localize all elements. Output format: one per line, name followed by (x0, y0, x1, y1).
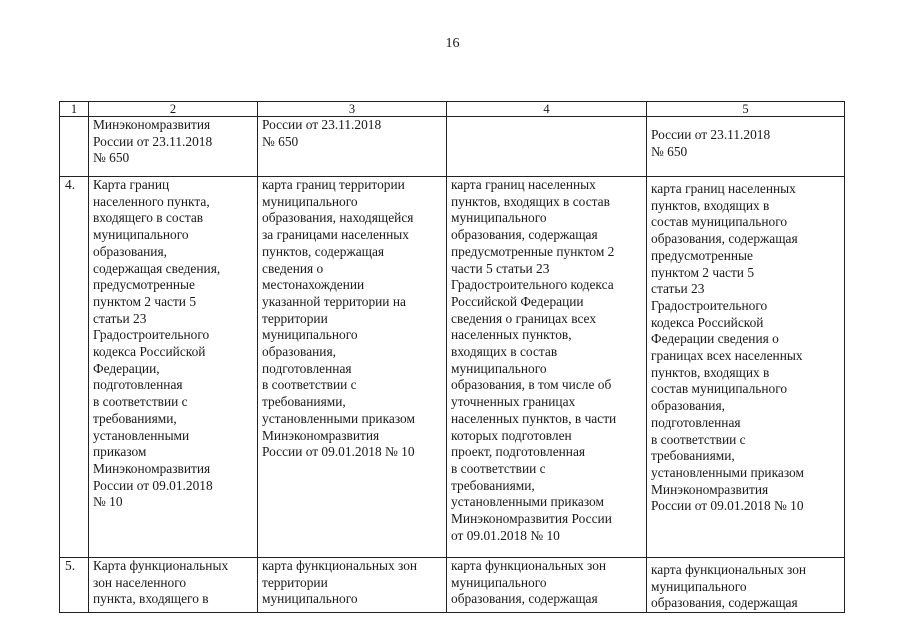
cell-text-line: проект, подготовленная (451, 444, 586, 460)
cell-text-line: Российской Федерации (451, 293, 584, 309)
table-cell (647, 177, 845, 558)
page-number: 16 (445, 36, 460, 51)
cell-text-line: территории (262, 574, 328, 590)
cell-text-line: Федерации, (93, 360, 160, 376)
cell-text-line: установленными приказом (262, 410, 415, 426)
cell-text-line: пункта, входящего в (93, 591, 209, 607)
cell-text-line: требованиями, (93, 410, 177, 426)
cell-text-line: подготовленная (93, 377, 183, 393)
cell-text-line: статьи 23 (93, 310, 147, 326)
cell-text-line: пунктов, содержащая (262, 243, 385, 259)
cell-text-line: от 09.01.2018 № 10 (451, 527, 560, 543)
table-cell (447, 558, 647, 613)
cell-text-line: Минэкономразвития России (451, 511, 612, 527)
cell-text-line: установленными (93, 427, 190, 443)
cell-text-line: уточненных границах (451, 394, 576, 410)
cell-text-line: в соответствии с (93, 394, 188, 410)
cell-text-line: образования, содержащая (451, 591, 598, 607)
cell-text-line: карта функциональных зон (451, 558, 607, 573)
document-table (59, 101, 845, 613)
table-cell (258, 117, 447, 177)
cell-text-line: России от 09.01.2018 № 10 (651, 498, 804, 514)
cell-text-line: образования, (651, 398, 725, 414)
cell-text-line: требованиями, (651, 448, 735, 464)
cell-text-line: карта границ территории (262, 177, 405, 192)
header-cell: 4 (447, 102, 647, 117)
cell-text-line: кодекса Российской (93, 344, 206, 360)
cell-text-line: статьи 23 (651, 281, 705, 297)
cell-text-line: № 650 (262, 133, 299, 149)
cell-text-line: Градостроительного (93, 327, 210, 343)
cell-text-line: образования, в том числе об (451, 377, 612, 393)
cell-text-line: части 5 статьи 23 (451, 260, 550, 276)
cell-text-line: образования, содержащая (651, 595, 798, 611)
table-cell (258, 177, 447, 558)
cell-text-line: установленными приказом (451, 494, 604, 510)
cell-text-line: приказом (93, 444, 147, 460)
table-row (60, 177, 845, 558)
cell-text-line: пунктов, входящих в (651, 364, 770, 380)
header-cell: 3 (258, 102, 447, 117)
row-number-cell: 4. (60, 177, 89, 558)
cell-text-line: карта границ населенных (451, 177, 596, 192)
cell-text-line: Минэкономразвития (93, 117, 211, 132)
cell-text-line: муниципального (451, 210, 547, 226)
cell-text-line: в соответствии с (262, 377, 357, 393)
cell-text-line: установленными приказом (651, 464, 804, 480)
cell-text-line: подготовленная (262, 360, 352, 376)
table-row (60, 117, 845, 177)
cell-text-line: Минэкономразвития (262, 427, 380, 443)
cell-text-line: России от 23.11.2018 (262, 117, 382, 132)
cell-text-line: сведения о границах всех (451, 310, 597, 326)
cell-text-line: Минэкономразвития (651, 481, 769, 497)
cell-text-line: в соответствии с (651, 431, 746, 447)
cell-text-line: Градостроительного кодекса (451, 277, 614, 293)
table-cell (647, 558, 845, 613)
cell-text-line: пунктов, входящих в состав (451, 193, 610, 209)
row-number-cell (60, 117, 89, 177)
cell-text-line: России от 09.01.2018 № 10 (262, 444, 415, 460)
cell-text-line: указанной территории на (262, 293, 406, 309)
cell-text-line: зон населенного (93, 574, 187, 590)
cell-text-line: муниципального (451, 574, 547, 590)
header-cell: 5 (647, 102, 845, 117)
cell-text-line: входящих в состав (451, 344, 558, 360)
cell-text-line: кодекса Российской (651, 314, 764, 330)
cell-text-line: муниципального (451, 360, 547, 376)
cell-text-line: № 650 (93, 150, 130, 166)
cell-text-line: требованиями, (451, 477, 535, 493)
cell-text-line: карта функциональных зон (651, 562, 807, 577)
cell-text-line: муниципального (262, 193, 358, 209)
cell-text-line: состав муниципального (651, 214, 788, 230)
cell-text-line: за границами населенных (262, 227, 409, 243)
cell-text-line: сведения о (262, 260, 324, 276)
cell-text-line: Карта функциональных (93, 558, 229, 573)
table-cell (258, 558, 447, 613)
cell-text-line: населенных пунктов, в части (451, 410, 617, 426)
cell-text-line: Градостроительного (651, 297, 768, 313)
cell-text-line: образования, содержащая (651, 231, 798, 247)
cell-text-line: пунктом 2 части 5 (651, 264, 755, 280)
header-cell: 2 (89, 102, 258, 117)
cell-text-line: образования, содержащая (451, 227, 598, 243)
cell-text-line: муниципального (262, 327, 358, 343)
cell-text-line: образования, (93, 243, 167, 259)
cell-text-line: предусмотренные (651, 247, 753, 263)
cell-text-line: населенного пункта, (93, 193, 210, 209)
cell-text-line: муниципального (651, 578, 747, 594)
cell-text-line: пунктом 2 части 5 (93, 293, 197, 309)
cell-text-line: карта границ населенных (651, 181, 796, 196)
cell-text-line: муниципального (262, 591, 358, 607)
cell-text-line: муниципального (93, 227, 189, 243)
table-cell (89, 558, 258, 613)
cell-text-line: подготовленная (651, 414, 741, 430)
cell-text-line: предусмотренные пунктом 2 (451, 243, 615, 259)
table-header-row (60, 102, 845, 117)
cell-text-line: России от 23.11.2018 (651, 127, 771, 142)
cell-text-line: образования, (262, 344, 336, 360)
cell-text-line: которых подготовлен (451, 427, 572, 443)
cell-text-line: содержащая сведения, (93, 260, 221, 276)
cell-text-line: в соответствии с (451, 460, 546, 476)
cell-text-line: местонахождении (262, 277, 365, 293)
cell-text-line: пунктов, входящих в (651, 197, 770, 213)
cell-text-line: № 650 (651, 143, 688, 159)
cell-text-line: № 10 (93, 494, 123, 510)
table-row (60, 558, 845, 613)
cell-text-line: состав муниципального (651, 381, 788, 397)
header-cell: 1 (60, 102, 89, 117)
cell-text-line: требованиями, (262, 394, 346, 410)
row-number-cell: 5. (60, 558, 89, 613)
cell-text-line: Карта границ (93, 177, 170, 192)
cell-text-line: Минэкономразвития (93, 460, 211, 476)
cell-text-line: территории (262, 310, 328, 326)
cell-text-line: входящего в состав (93, 210, 204, 226)
table-cell (89, 117, 258, 177)
cell-text-line: Федерации сведения о (651, 331, 779, 347)
cell-text-line: России от 23.11.2018 (93, 133, 213, 149)
table-cell (447, 177, 647, 558)
cell-text-line: предусмотренные (93, 277, 195, 293)
table-cell (89, 177, 258, 558)
cell-text-line: границах всех населенных (651, 348, 803, 364)
table-cell (447, 117, 647, 177)
cell-text-line: карта функциональных зон (262, 558, 418, 573)
cell-text-line: образования, находящейся (262, 210, 414, 226)
table-cell (647, 117, 845, 177)
cell-text-line: России от 09.01.2018 (93, 477, 213, 493)
cell-text-line: населенных пунктов, (451, 327, 572, 343)
